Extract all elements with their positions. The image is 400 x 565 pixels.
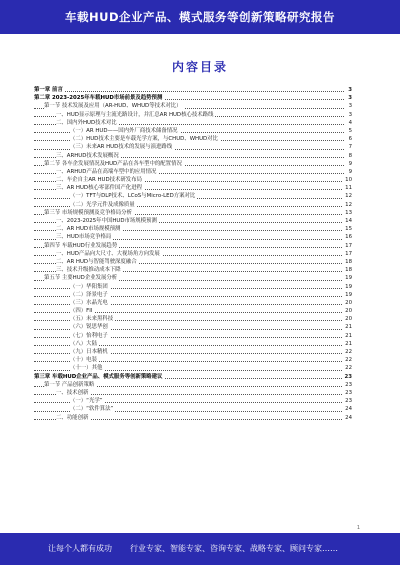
toc-entry-page: 19 (345, 275, 352, 282)
toc-entry[interactable] (34, 119, 352, 127)
toc-entry[interactable] (34, 250, 352, 258)
toc-entry-text: 第一节 产品创新策略 (44, 381, 95, 388)
toc-entry[interactable] (34, 389, 352, 397)
toc-entry-text: （一）AR HUD——国内外厂商技术储备情况 (70, 127, 178, 134)
toc-entry[interactable] (34, 414, 352, 422)
toc-entry[interactable] (34, 94, 352, 102)
toc-entry-text: 二、车企自主AR HUD技术研发布局 (56, 177, 142, 184)
toc-entry-text: 一、2023-2025年中国HUD市场规模预测 (56, 218, 157, 224)
footer-expert-list: 行业专家、智能专家、咨询专家、战略专家、顾问专家…… (130, 544, 338, 553)
toc-entry[interactable] (34, 364, 352, 372)
toc-entry[interactable] (34, 332, 352, 340)
toc-entry-page: 18 (345, 267, 352, 274)
toc-entry-text: 三、AR HUD核心零部件国产化进程 (56, 185, 142, 192)
toc-entry-text: 一、HUD产品向大尺寸、大视场角方向发展 (56, 250, 160, 257)
toc-entry-text: （八）大陆 (70, 340, 97, 347)
toc-entry-page: 9 (348, 168, 352, 175)
toc-entry[interactable] (34, 209, 352, 217)
toc-entry[interactable] (34, 176, 352, 184)
toc-entry-page: 13 (345, 209, 352, 216)
toc-entry[interactable] (34, 274, 352, 282)
toc-entry-page: 7 (348, 144, 352, 151)
toc-entry-page: 3 (348, 87, 352, 93)
toc-entry-page: 8 (348, 152, 352, 159)
toc-entry-page: 3 (348, 95, 352, 102)
toc-entry-text: （三）水晶光电 (70, 299, 108, 306)
toc-entry-text: （一）TFT与DLP技术、LCoS与Micro-LED方案对比 (70, 193, 196, 200)
toc-entry-page: 16 (345, 234, 352, 241)
toc-entry[interactable] (34, 127, 352, 135)
toc-entry-text: 第三章 车载HUD企业产品、模式服务等创新策略建议 (34, 373, 163, 380)
toc-entry-page: 24 (345, 406, 352, 413)
toc-entry-page: 4 (348, 119, 352, 126)
toc-entry-text: 第二节 各车企发展情况及HUD产品在各车型中的配置情况 (44, 160, 182, 167)
toc-entry[interactable] (34, 201, 352, 209)
toc-entry-page: 22 (345, 349, 352, 355)
toc-entry-page: 15 (345, 226, 352, 233)
toc-entry[interactable] (34, 168, 352, 176)
toc-entry-text: （二）泽景电子 (70, 291, 108, 298)
toc-entry-page: 19 (345, 291, 352, 298)
toc-entry-page: 24 (345, 414, 352, 421)
toc-entry-page: 21 (345, 340, 352, 347)
toc-entry[interactable] (34, 225, 352, 233)
toc-entry-text: （一）“光学” (70, 398, 103, 405)
toc-entry-text: 三、ARHUD技术发展概况 (56, 152, 119, 159)
toc-entry-text: 第五节 主要HUD企业发展分析 (44, 275, 118, 282)
toc-entry[interactable] (34, 152, 352, 160)
toc-entry[interactable] (34, 143, 352, 151)
toc-entry[interactable] (34, 233, 352, 241)
toc-entry[interactable] (34, 405, 352, 413)
toc-entry[interactable] (34, 135, 352, 143)
toc-entry[interactable] (34, 266, 352, 274)
toc-leader-dots (34, 91, 344, 92)
toc-entry[interactable] (34, 160, 352, 168)
toc-entry-page: 12 (345, 193, 352, 200)
toc-heading: 内容目录 (171, 60, 228, 74)
toc-entry[interactable] (34, 373, 352, 381)
toc-entry[interactable] (34, 299, 352, 307)
toc-entry-page: 23 (344, 373, 352, 380)
table-of-contents (34, 86, 352, 422)
toc-entry-page: 21 (345, 324, 352, 331)
toc-entry[interactable] (34, 348, 352, 356)
toc-entry-page: 10 (345, 177, 352, 184)
report-title: 车载HUD企业产品、模式服务等创新策略研究报告 (64, 10, 335, 24)
toc-entry-page: 11 (345, 185, 352, 192)
toc-entry-text: 二、功能创新 (56, 414, 89, 421)
toc-entry-page: 23 (345, 381, 352, 388)
toc-entry-text: 二、国内外HUD技术对比 (56, 119, 117, 126)
toc-entry[interactable] (34, 307, 352, 315)
report-header-bar (0, 0, 400, 34)
toc-entry-page: 6 (348, 136, 352, 143)
toc-entry-text: （十一）其他 (70, 365, 103, 372)
toc-entry-page: 22 (345, 357, 352, 364)
toc-entry-text: （二）光学元件及成像质量 (70, 201, 135, 208)
toc-entry-text: （九）日本精机 (70, 349, 108, 355)
report-footer-bar (0, 533, 400, 565)
toc-entry-text: 三、技术升级推动成本下降 (56, 267, 121, 274)
toc-entry-page: 19 (345, 283, 352, 290)
toc-entry[interactable] (34, 111, 352, 119)
toc-entry[interactable] (34, 323, 352, 331)
toc-entry[interactable] (34, 258, 352, 266)
toc-entry[interactable] (34, 86, 352, 94)
toc-entry-text: （一）华阳集团 (70, 283, 108, 290)
toc-entry-text: 二、AR HUD市场规模预测 (56, 226, 121, 233)
toc-entry[interactable] (34, 192, 352, 200)
toc-entry-text: （十）电装 (70, 357, 97, 364)
toc-entry-page: 22 (345, 365, 352, 372)
toc-entry-text: 一、技术创新 (56, 389, 89, 396)
toc-entry-text: 第一节 技术发展及应用（AR-HUD、WHUD等技术对比） (44, 103, 182, 110)
toc-entry-page: 5 (348, 127, 352, 134)
toc-entry-text: 三、HUD市场竞争格局 (56, 234, 112, 241)
toc-entry-page: 18 (345, 258, 352, 265)
toc-entry[interactable] (34, 283, 352, 291)
toc-entry-text: 第三节 市场规模预测及竞争格局分析 (44, 209, 132, 216)
toc-entry-text: （七）怡利电子 (70, 332, 108, 339)
toc-entry-page: 20 (345, 308, 352, 315)
toc-entry-text: （六）锐思华创 (70, 324, 108, 331)
toc-entry-text: 第四节 车载HUD行业发展趋势 (44, 242, 118, 249)
footer-slogan: 让每个人都有成功 (48, 544, 112, 553)
toc-entry[interactable] (34, 217, 352, 225)
toc-entry[interactable] (34, 381, 352, 389)
toc-entry-page: 3 (348, 103, 352, 110)
toc-entry[interactable] (34, 291, 352, 299)
toc-entry-text: 二、AR HUD与智能驾驶深度融合 (56, 258, 137, 265)
toc-entry-text: （二）“软件算法” (70, 406, 114, 413)
toc-entry[interactable] (34, 242, 352, 250)
toc-entry-page: 14 (345, 218, 352, 224)
toc-entry-page: 20 (345, 316, 352, 323)
toc-entry-page: 12 (345, 201, 352, 208)
toc-entry-text: （二）HUD技术主要是车载光学方案，与CHUD、WHUD对比 (70, 136, 218, 143)
toc-entry[interactable] (34, 340, 352, 348)
toc-entry-text: 一、HUD显示原理与主流光路设计，并汇总AR HUD核心技术路线 (56, 111, 214, 118)
toc-entry-text: 第二章 2023-2025年车载HUD市场前景及趋势预测 (34, 95, 163, 102)
toc-entry[interactable] (34, 102, 352, 110)
toc-entry-page: 17 (345, 242, 352, 249)
toc-entry-page: 17 (345, 250, 352, 257)
toc-entry-page: 9 (348, 160, 352, 167)
toc-entry-page: 21 (345, 332, 352, 339)
toc-entry[interactable] (34, 356, 352, 364)
toc-entry-text: （五）未来黑科技 (70, 316, 114, 323)
toc-entry-page: 3 (348, 111, 352, 118)
toc-entry[interactable] (34, 397, 352, 405)
page-number: 1 (356, 525, 360, 531)
toc-entry-text: （四）FII (70, 308, 93, 315)
toc-entry-page: 20 (345, 299, 352, 306)
toc-entry[interactable] (34, 184, 352, 192)
toc-entry-text: 第一章 前言 (34, 87, 63, 93)
toc-entry-text: 一、ARHUD产品在高端车型中的应用情况 (56, 168, 157, 175)
toc-entry[interactable] (34, 315, 352, 323)
toc-entry-page: 23 (345, 389, 352, 396)
toc-entry-page: 23 (345, 398, 352, 405)
toc-entry-text: （三）未来AR HUD技术的发展与演进路线 (70, 144, 173, 151)
